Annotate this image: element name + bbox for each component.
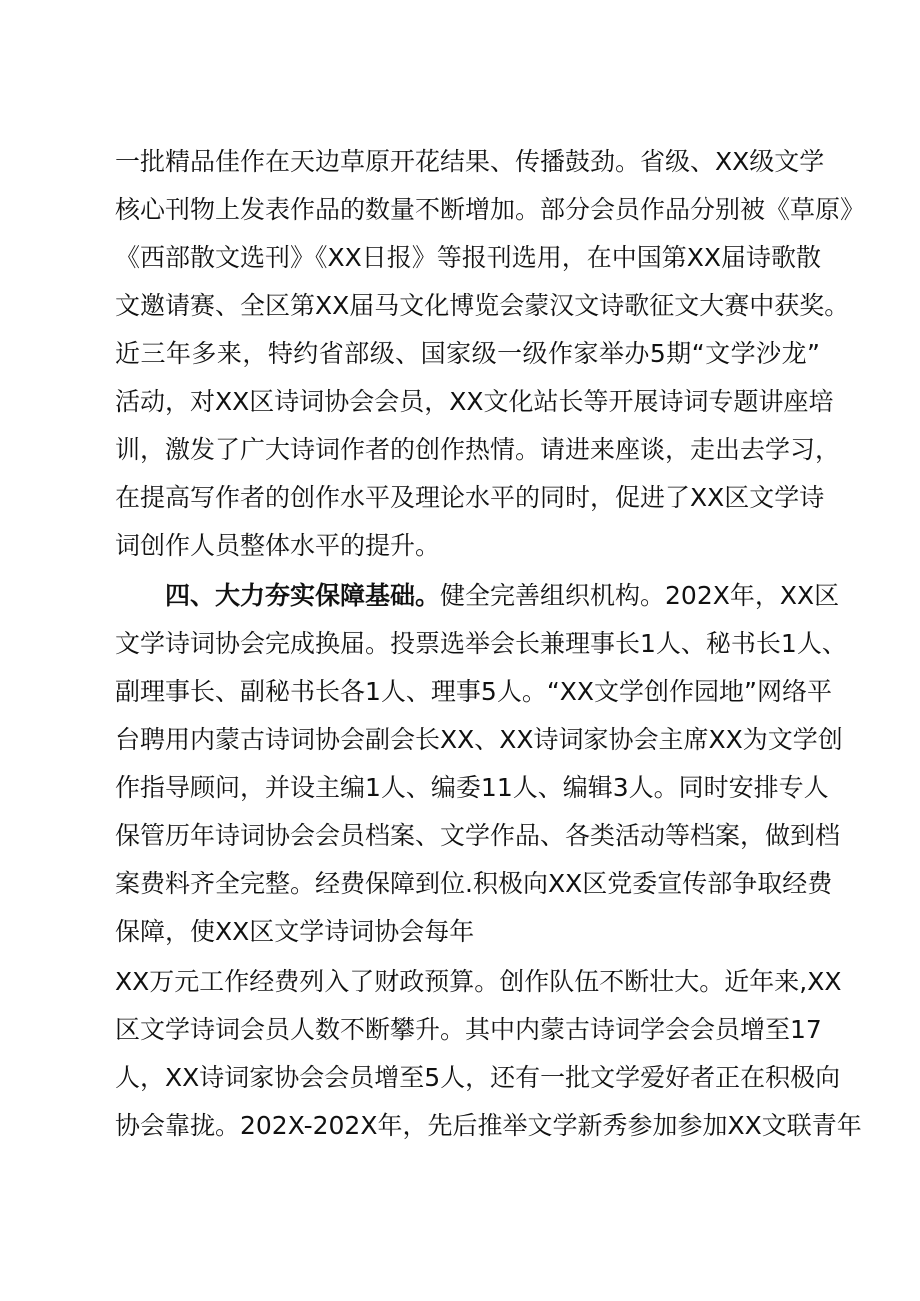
text-line: 核心刊物上发表作品的数量不断增加。部分会员作品分别被《草原》 — [115, 195, 866, 224]
text-line: 保管历年诗词协会会员档案、文学作品、各类活动等档案，做到档 — [115, 821, 841, 850]
text-line: 词创作人员整体水平的提升。 — [115, 531, 441, 560]
section-heading: 四、大力夯实保障基础。 — [165, 581, 441, 610]
text-line: 在提高写作者的创作水平及理论水平的同时，促进了XX区文学诗 — [115, 483, 825, 512]
text-line: 《西部散文选刊》《XX日报》等报刊选用，在中国第XX届诗歌散 — [115, 243, 822, 272]
text-line: 台聘用内蒙古诗词协会副会长XX、XX诗词家协会主席XX为文学创 — [115, 725, 843, 754]
text-line: 活动，对XX区诗词协会会员，XX文化站长等开展诗词专题讲座培 — [115, 387, 834, 416]
text-line: 近三年多来，特约省部级、国家级一级作家举办5期“文学沙龙” — [115, 339, 820, 368]
text-line: 作指导顾问，并设主编1人、编委11人、编辑3人。同时安排专人 — [115, 773, 829, 802]
text-line: 区文学诗词会员人数不断攀升。其中内蒙古诗词学会会员增至17 — [115, 1015, 822, 1044]
text-line: 副理事长、副秘书长各1人、理事5人。“XX文学创作园地”网络平 — [115, 677, 832, 706]
text-line: 文邀请赛、全区第XX届马文化博览会蒙汉文诗歌征文大赛中获奖。 — [115, 291, 850, 320]
text-line: 文学诗词协会完成换届。投票选举会长兼理事长1人、秘书长1人、 — [115, 629, 847, 658]
text-line: 案费料齐全完整。经费保障到位.积极向XX区党委宣传部争取经费 — [115, 869, 833, 898]
section-first-line-text: 健全完善组织机构。202X年，XX区 — [440, 581, 840, 610]
text-line: 协会靠拢。202X-202X年，先后推举文学新秀参加参加XX文联青年 — [115, 1111, 862, 1140]
text-line: 训，激发了广大诗词作者的创作热情。请进来座谈，走出去学习， — [115, 435, 841, 464]
text-line: 一批精品佳作在天边草原开花结果、传播鼓劲。省级、XX级文学 — [115, 147, 825, 176]
text-line: 保障，使XX区文学诗词协会每年 — [115, 917, 475, 946]
section-first-line — [165, 580, 840, 612]
text-line: 人，XX诗词家协会会员增至5人，还有一批文学爱好者正在积极向 — [115, 1063, 841, 1092]
text-line: XX万元工作经费列入了财政预算。创作队伍不断壮大。近年来,XX — [115, 967, 842, 996]
